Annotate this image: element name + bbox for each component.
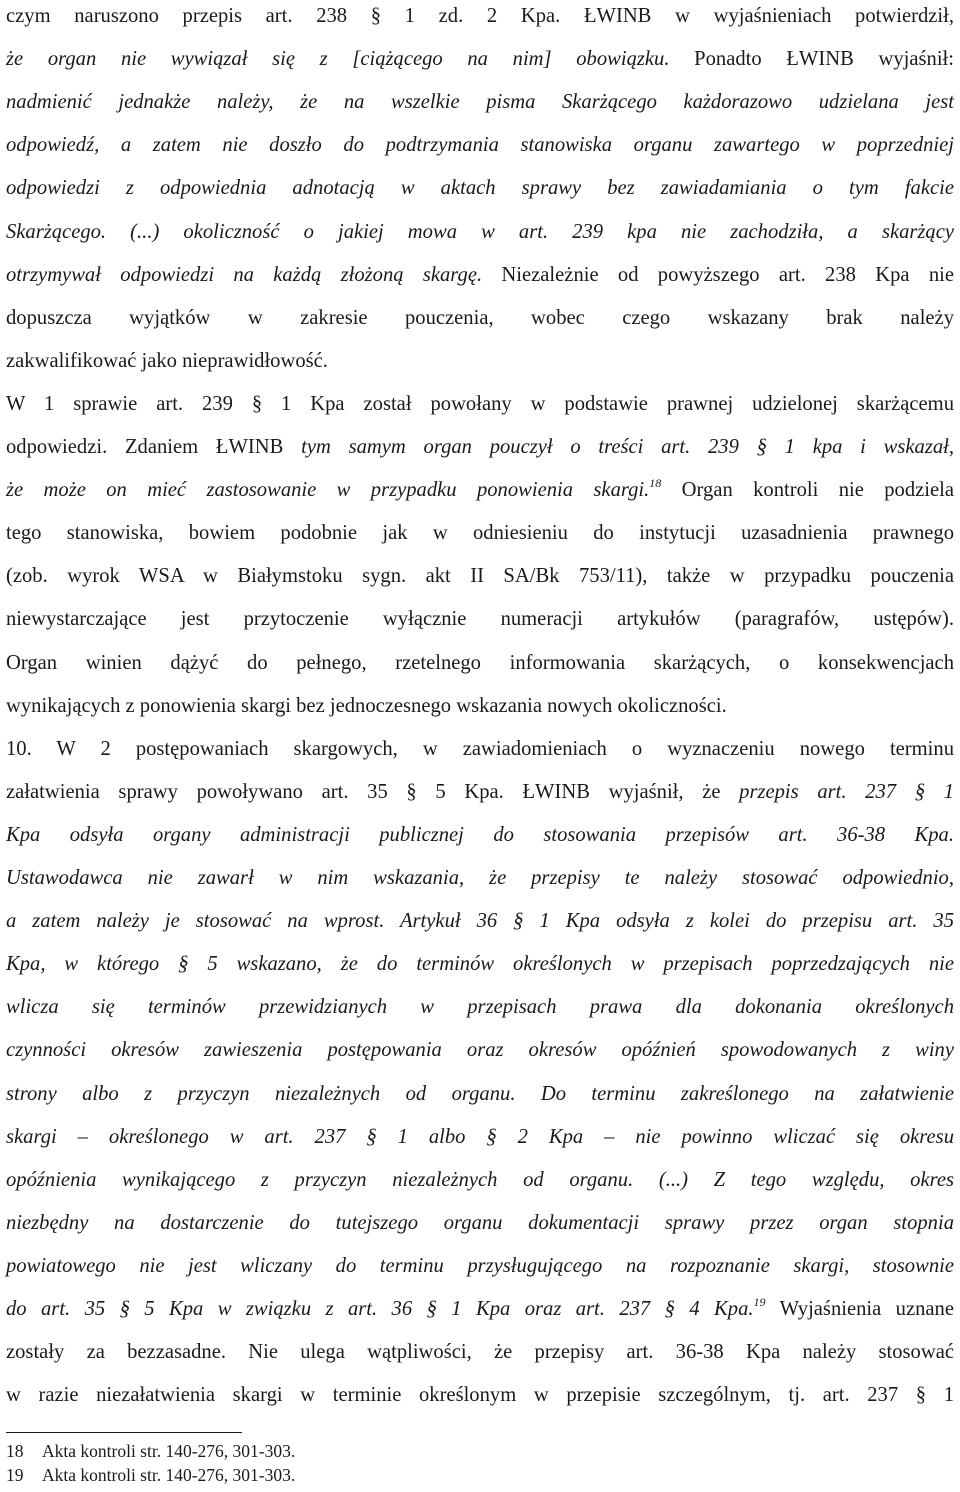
footnote-reference: 18 <box>649 476 662 491</box>
italic-quote: czynności okresów zawieszenia postępowania oraz okresów opóźnień spowodowanych z winy <box>6 1039 954 1062</box>
text-line <box>6 1251 954 1281</box>
footnote-separator <box>6 1432 242 1433</box>
text-run: Organ winien dążyć do pełnego, rzetelnego informowania skarżących, o konsekwencjach <box>6 651 954 674</box>
text-line <box>6 820 954 850</box>
text-line <box>6 346 954 376</box>
italic-quote: że może on mieć zastosowanie w przypadku ponowienia skargi. <box>6 479 650 502</box>
text-line <box>6 1337 954 1367</box>
text-line <box>6 130 954 160</box>
italic-quote: odpowiedź, a zatem nie doszło do podtrzymania stanowiska organu zawartego w poprzedniej <box>6 134 954 157</box>
text-line <box>6 1 954 31</box>
text-line <box>6 648 954 678</box>
text-line <box>6 604 954 634</box>
italic-quote: Kpa, w którego § 5 wskazano, że do terminów określonych w przepisach poprzedzających nie <box>6 953 954 976</box>
footnote <box>6 1440 606 1462</box>
text-run: Niezależnie od powyższego art. 238 Kpa nie <box>482 263 954 286</box>
text-line <box>6 475 954 505</box>
text-line <box>6 777 954 807</box>
text-run: (zob. wyrok WSA w Białymstoku sygn. akt II SA/Bk 753/11), także w przypadku pouczenia <box>6 565 954 588</box>
footnote <box>6 1464 606 1486</box>
italic-quote: Ustawodawca nie zawarł w nim wskazania, że przepisy te należy stosować odpowiednio, <box>6 867 954 889</box>
italic-quote: że organ nie wywiązał się z [ciążącego na nim] obowiązku. <box>6 48 670 71</box>
text-line <box>6 1294 954 1324</box>
text-line <box>6 1380 954 1410</box>
text-run: Organ kontroli nie podziela <box>661 479 955 502</box>
text-run: niewystarczające jest przytoczenie wyłącznie numeracji artykułów (paragrafów, ustępów). <box>6 608 954 631</box>
italic-quote: skargi – określonego w art. 237 § 1 albo § 2 Kpa – nie powinno wliczać się okresu <box>6 1125 954 1148</box>
text-run: dopuszcza wyjątków w zakresie pouczenia, wobec czego wskazany brak należy <box>6 306 954 329</box>
text-run: czym naruszono przepis art. 238 § 1 zd. 2 Kpa. ŁWINB w wyjaśnieniach potwierdził, <box>6 5 954 27</box>
italic-quote: powiatowego nie jest wliczany do terminu przysługującego na rozpoznanie skargi, stosownie <box>6 1254 954 1277</box>
italic-quote: odpowiedzi z odpowiednia adnotacją w aktach sprawy bez zawiadamiania o tym fakcie <box>6 177 954 200</box>
text-line <box>6 260 954 290</box>
text-line <box>6 303 954 333</box>
text-run: tego stanowiska, bowiem podobnie jak w odniesieniu do instytucji uzasadnienia prawnego <box>6 522 954 545</box>
italic-quote: tym samym organ pouczył o treści art. 239 § 1 kpa i wskazał, <box>301 436 954 458</box>
text-line <box>6 992 954 1022</box>
text-line <box>6 734 954 764</box>
text-line <box>6 87 954 117</box>
text-run: Ponadto ŁWINB wyjaśnił: <box>669 48 954 71</box>
text-line <box>6 1035 954 1065</box>
text-line <box>6 518 954 548</box>
text-line <box>6 1122 954 1152</box>
italic-quote: Skarżącego. (...) okoliczność o jakiej mowa w art. 239 kpa nie zachodziła, a skarżący <box>6 220 954 243</box>
text-line <box>6 173 954 203</box>
text-line <box>6 217 954 247</box>
text-line <box>6 389 954 419</box>
text-run: odpowiedzi. Zdaniem ŁWINB <box>6 436 302 458</box>
italic-quote: niezbędny na dostarczenie do tutejszego organu dokumentacji sprawy przez organ stopnia <box>6 1211 954 1234</box>
text-run: wynikających z ponowienia skargi bez jednoczesnego wskazania nowych okoliczności. <box>6 694 727 717</box>
footnote-number: 19 <box>6 1465 24 1485</box>
text-run: w razie niezałatwienia skargi w terminie określonym w przepisie szczególnym, tj. art. 237 § 1 <box>6 1384 954 1407</box>
text-run: W 1 sprawie art. 239 § 1 Kpa został powołany w podstawie prawnej udzielonej skarżącemu <box>6 392 954 415</box>
text-run: zostały za bezzasadne. Nie ulega wątpliwości, że przepisy art. 36-38 Kpa należy stosować <box>6 1341 954 1364</box>
text-line <box>6 44 954 74</box>
text-line <box>6 1208 954 1238</box>
italic-quote: do art. 35 § 5 Kpa w związku z art. 36 § 1 Kpa oraz art. 237 § 4 Kpa. <box>6 1298 754 1320</box>
text-line <box>6 863 954 893</box>
italic-quote: strony albo z przyczyn niezależnych od organu. Do terminu zakreślonego na załatwienie <box>6 1082 954 1105</box>
footnote-number: 18 <box>6 1441 24 1461</box>
text-line <box>6 432 954 462</box>
italic-quote: opóźnienia wynikającego z przyczyn niezależnych od organu. (...) Z tego względu, okres <box>6 1168 954 1191</box>
text-line <box>6 949 954 979</box>
italic-quote: otrzymywał odpowiedzi na każdą złożoną skargę. <box>6 263 483 286</box>
text-line <box>6 561 954 591</box>
footnote-reference: 19 <box>753 1295 766 1309</box>
text-run: 10. W 2 postępowaniach skargowych, w zawiadomieniach o wyznaczeniu nowego terminu <box>6 737 954 760</box>
italic-quote: Kpa odsyła organy administracji publicznej do stosowania przepisów art. 36-38 Kpa. <box>6 823 954 846</box>
footnote-text: Akta kontroli str. 140-276, 301-303. <box>42 1441 296 1461</box>
text-run: Wyjaśnienia uznane <box>765 1298 954 1320</box>
text-run: załatwienia sprawy powoływano art. 35 § 5 Kpa. ŁWINB wyjaśnił, że <box>6 780 740 803</box>
italic-quote: przepis art. 237 § 1 <box>739 780 955 803</box>
italic-quote: nadmienić jednakże należy, że na wszelkie pisma Skarżącego każdorazowo udzielana jest <box>6 91 954 114</box>
text-line <box>6 691 954 721</box>
italic-quote: a zatem należy je stosować na wprost. Artykuł 36 § 1 Kpa odsyła z kolei do przepisu art. 35 <box>6 910 954 933</box>
text-line <box>6 906 954 936</box>
text-run: zakwalifikować jako nieprawidłowość. <box>6 349 328 372</box>
footnote-text: Akta kontroli str. 140-276, 301-303. <box>42 1465 296 1485</box>
italic-quote: wlicza się terminów przewidzianych w przepisach prawa dla dokonania określonych <box>6 996 954 1019</box>
text-line <box>6 1165 954 1195</box>
text-line <box>6 1079 954 1109</box>
